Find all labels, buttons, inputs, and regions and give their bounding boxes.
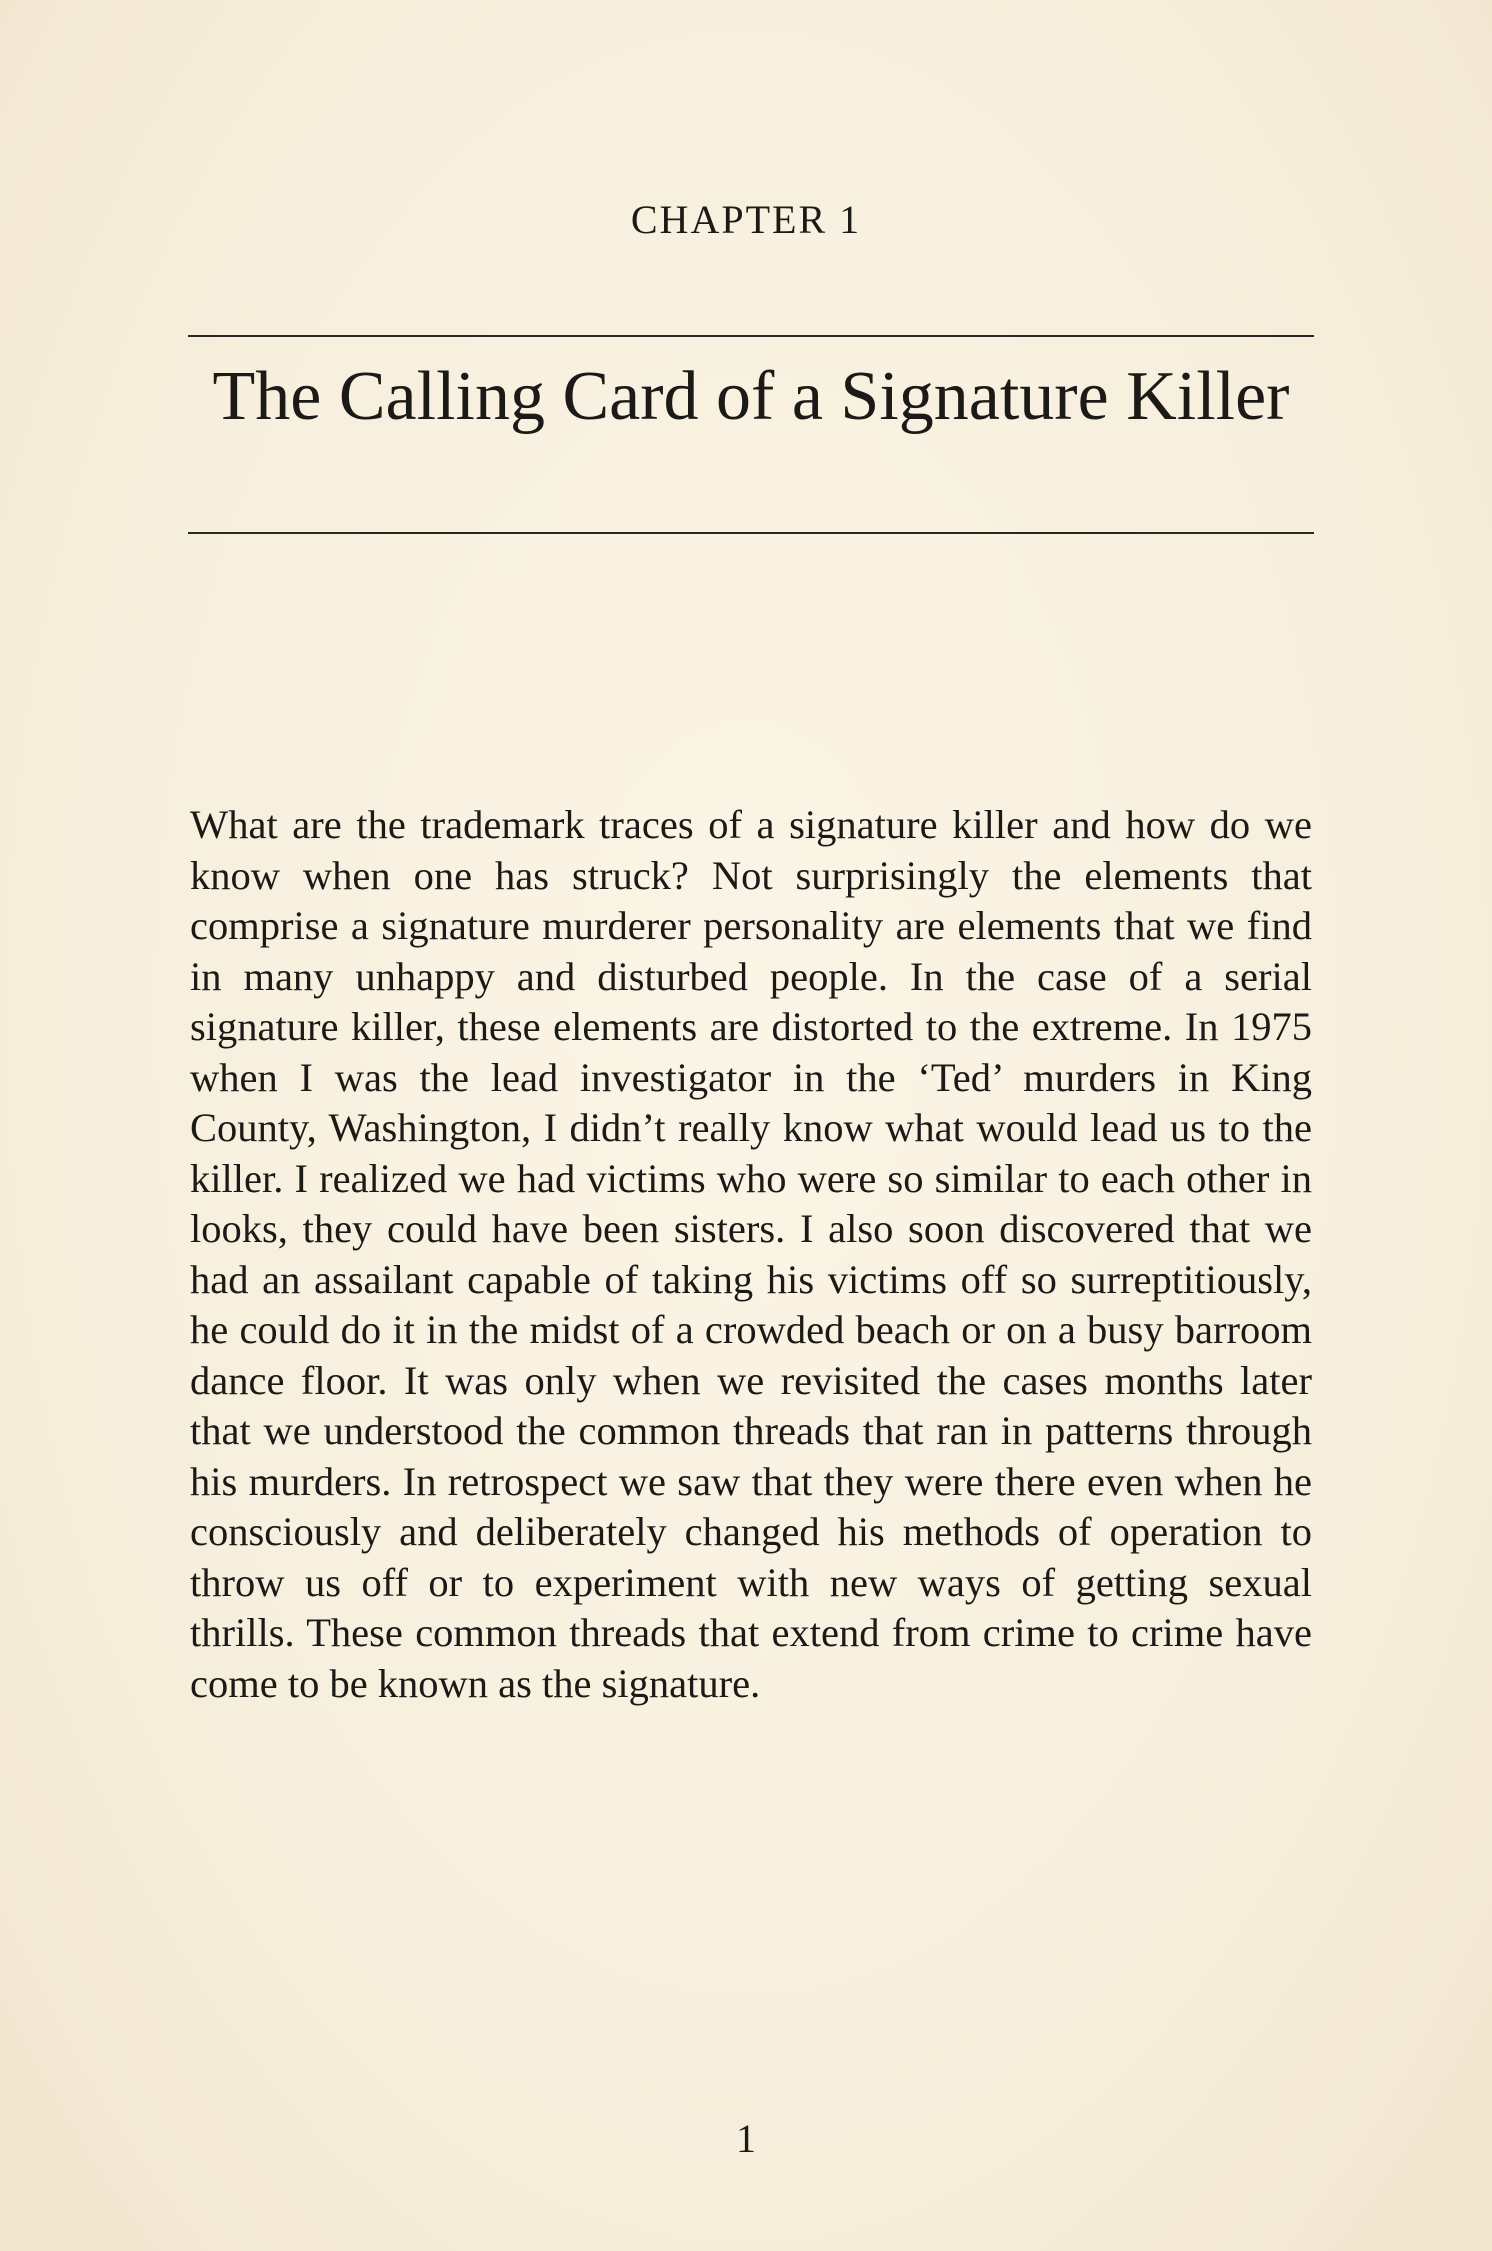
title-rule-bottom [188, 532, 1314, 534]
page-number: 1 [736, 2116, 756, 2161]
body-paragraph: What are the trademark traces of a signature killer and how do we know when one has struck? Not surprisingly the elements that comprise a signature murderer personality are elements that we find in many unhappy and disturbed people. In the case of a serial signature killer, these elements are distorted to the extreme. In 1975 when I was the lead investigator in the ‘Ted’ murders in King County, Washington, I didn’t really know what would lead us to the killer. I realized we had victims who were so similar to each other in looks, they could have been sisters. I also soon discovered that we had an assailant capable of taking his victims off so surreptitiously, he could do it in the midst of a crowded beach or on a busy barroom dance floor. It was only when we revisited the cases months later that we understood the common threads that ran in patterns through his murders. In retrospect we saw that they were there even when he consciously and deliberately changed his methods of operation to throw us off or to experiment with new ways of getting sexual thrills. These common threads that extend from crime to crime have come to be known as the signature. [190, 802, 1312, 1706]
body-text [190, 800, 1312, 1709]
title-rule-top [188, 335, 1314, 337]
chapter-title: The Calling Card of a Signature Killer [212, 358, 1290, 435]
chapter-label: CHAPTER 1 [630, 197, 862, 242]
